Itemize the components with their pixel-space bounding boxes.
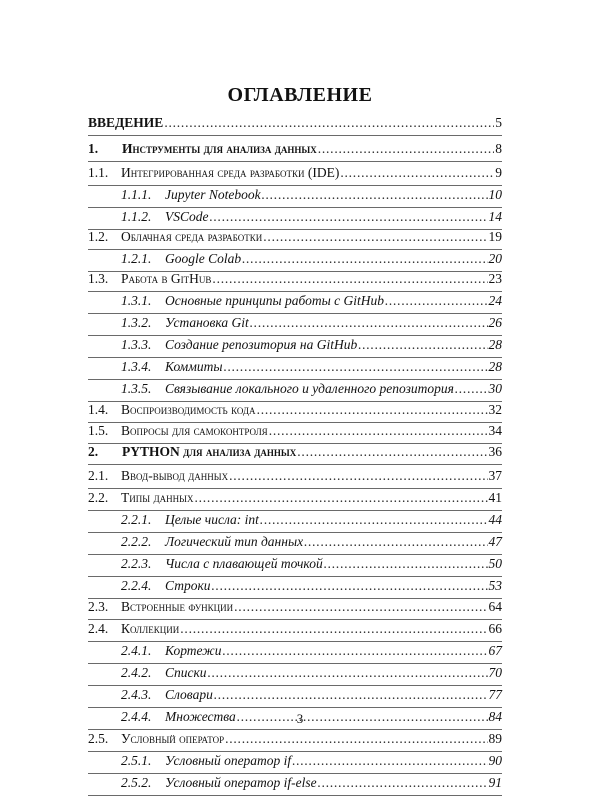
toc-number: 1.2.	[88, 229, 109, 244]
toc-page: 66	[488, 621, 502, 636]
toc-page: 10	[488, 187, 502, 202]
toc-number: 1.1.1.	[121, 187, 152, 202]
toc-leader	[212, 578, 488, 594]
toc-entry	[165, 315, 502, 331]
toc-page: 84	[488, 709, 502, 724]
toc-entry	[165, 753, 502, 769]
toc-number: 2.	[88, 444, 99, 459]
toc-row[interactable]	[88, 357, 502, 380]
toc-page: 28	[488, 359, 502, 374]
toc-page: 8	[495, 141, 502, 156]
toc-leader	[164, 115, 494, 131]
toc-page: 47	[488, 534, 502, 549]
page-title: ОГЛАВЛЕНИЕ	[227, 84, 373, 106]
toc-leader	[208, 665, 488, 681]
toc-title: Кортежи	[165, 643, 222, 658]
toc-number: 2.4.3.	[121, 687, 152, 702]
toc-title: ВВЕДЕНИЕ	[88, 115, 164, 130]
toc-page: 89	[488, 731, 502, 746]
toc-leader	[318, 775, 488, 791]
toc-page: 30	[488, 381, 502, 396]
toc-entry	[121, 621, 502, 637]
toc-leader	[340, 165, 494, 181]
toc-page: 5	[495, 115, 502, 130]
toc-title: Интегрированная среда разработки (IDE)	[121, 165, 340, 180]
toc-number: 2.5.	[88, 731, 109, 746]
toc-entry	[121, 468, 502, 484]
toc-entry	[122, 444, 502, 460]
toc-leader	[385, 293, 488, 309]
toc-title: Основные принципы работы с GitHub	[165, 293, 384, 308]
toc-entry	[121, 402, 502, 418]
toc-number: 1.3.1.	[121, 293, 152, 308]
toc-title: Условный оператор	[121, 731, 225, 746]
toc-row[interactable]	[88, 335, 502, 358]
toc-page: 36	[488, 444, 502, 459]
toc-page: 24	[488, 293, 502, 308]
toc-row[interactable]	[88, 663, 502, 686]
toc-number: 2.2.1.	[121, 512, 152, 527]
toc-number: 1.4.	[88, 402, 109, 417]
toc-leader	[212, 271, 487, 287]
toc-leader	[263, 229, 487, 245]
toc-number: 2.1.	[88, 468, 109, 483]
toc-entry	[165, 775, 502, 791]
toc-row[interactable]	[88, 113, 502, 136]
toc-leader	[292, 753, 487, 769]
toc-leader	[214, 687, 488, 703]
toc-page: 19	[488, 229, 502, 244]
toc-title: Множества	[165, 709, 236, 724]
toc-title: Числа с плавающей точкой	[165, 556, 323, 571]
toc-number: 2.5.1.	[121, 753, 152, 768]
toc-title: VSCode	[165, 209, 209, 224]
toc-page: 67	[488, 643, 502, 658]
toc-leader	[257, 402, 488, 418]
toc-title: Связывание локального и удаленного репозитория	[165, 381, 454, 396]
toc-row[interactable]	[88, 313, 502, 336]
toc-number: 2.4.	[88, 621, 109, 636]
toc-page: 44	[488, 512, 502, 527]
toc-row[interactable]	[88, 291, 502, 314]
toc-leader	[210, 209, 488, 225]
toc-page: 41	[488, 490, 502, 505]
toc-title: Списки	[165, 665, 207, 680]
toc-number: 2.5.2.	[121, 775, 152, 790]
toc-row[interactable]	[88, 227, 502, 250]
toc-number: 2.3.	[88, 599, 109, 614]
toc-entry	[121, 599, 502, 615]
toc-entry	[121, 271, 502, 287]
toc-page: 91	[488, 775, 502, 790]
toc-entry	[165, 578, 502, 594]
toc-leader	[229, 468, 487, 484]
toc-page: 23	[488, 271, 502, 286]
toc-entry	[165, 293, 502, 309]
toc-entry	[121, 731, 502, 747]
toc-title: Инструменты для анализа данных	[122, 141, 317, 156]
toc-title: Ввод-вывод данных	[121, 468, 229, 483]
toc-page: 34	[488, 423, 502, 438]
toc-row[interactable]	[88, 576, 502, 599]
toc-entry	[121, 490, 502, 506]
toc-page: 20	[488, 251, 502, 266]
toc-number: 1.	[88, 141, 99, 156]
toc-leader	[194, 490, 487, 506]
toc-page: 50	[488, 556, 502, 571]
toc-number: 1.3.4.	[121, 359, 152, 374]
toc-leader	[180, 621, 487, 637]
toc-number: 1.3.	[88, 271, 109, 286]
toc-row[interactable]	[88, 379, 502, 402]
toc-entry	[121, 165, 502, 181]
toc-row[interactable]	[88, 685, 502, 708]
toc-entry	[165, 643, 502, 659]
toc-row[interactable]	[88, 185, 502, 208]
toc-number: 1.1.2.	[121, 209, 152, 224]
toc-entry	[165, 687, 502, 703]
toc-entry	[165, 665, 502, 681]
toc-entry	[121, 229, 502, 245]
toc-row[interactable]	[88, 269, 502, 292]
toc-row[interactable]	[88, 400, 502, 423]
toc-entry	[165, 337, 502, 353]
page-number: 3	[296, 711, 304, 726]
toc-leader	[358, 337, 487, 353]
toc-row[interactable]	[88, 163, 502, 186]
toc-title: Условный оператор if-else	[165, 775, 317, 790]
toc-entry	[165, 534, 502, 550]
toc-title: Jupyter Notebook	[165, 187, 261, 202]
toc-leader	[324, 556, 488, 572]
toc-entry	[165, 381, 502, 397]
toc-row[interactable]	[88, 466, 502, 489]
toc-number: 1.3.5.	[121, 381, 152, 396]
toc-title: Работа в GitHub	[121, 271, 212, 286]
toc-entry	[165, 187, 502, 203]
toc-leader	[250, 315, 488, 331]
toc-page: 70	[488, 665, 502, 680]
toc-row[interactable]	[88, 619, 502, 642]
toc-number: 2.2.3.	[121, 556, 152, 571]
toc-title: Коммиты	[165, 359, 223, 374]
toc-leader	[269, 423, 488, 439]
toc-number: 1.5.	[88, 423, 109, 438]
toc-entry	[165, 209, 502, 225]
toc-number: 2.4.2.	[121, 665, 152, 680]
toc-page: 14	[488, 209, 502, 224]
toc-entry	[165, 251, 502, 267]
toc-page: 90	[488, 753, 502, 768]
toc-page: 26	[488, 315, 502, 330]
toc-title: Целые числа: int	[165, 512, 259, 527]
toc-title: Воспроизводимость кода	[121, 402, 256, 417]
toc-row[interactable]	[88, 442, 502, 465]
toc-entry	[165, 556, 502, 572]
toc-row[interactable]	[88, 532, 502, 555]
toc-leader	[260, 512, 488, 528]
toc-title: Встроенные функции	[121, 599, 234, 614]
toc-page: 28	[488, 337, 502, 352]
toc-entry	[121, 423, 502, 439]
toc-number: 1.3.2.	[121, 315, 152, 330]
toc-title: Облачная среда разработки	[121, 229, 263, 244]
toc-page: 32	[488, 402, 502, 417]
toc-entry	[122, 141, 502, 157]
toc-row[interactable]	[88, 510, 502, 533]
toc-leader	[262, 187, 488, 203]
toc-row[interactable]	[88, 488, 502, 511]
toc-leader	[234, 599, 487, 615]
toc-leader	[304, 534, 487, 550]
toc-leader	[318, 141, 495, 157]
toc-entry	[88, 115, 502, 131]
toc-number: 2.2.2.	[121, 534, 152, 549]
toc-number: 1.1.	[88, 165, 109, 180]
toc-entry	[165, 512, 502, 528]
toc-leader	[242, 251, 487, 267]
toc-row[interactable]	[88, 773, 502, 796]
toc-title: Логический тип данных	[165, 534, 304, 549]
toc-leader	[297, 444, 487, 460]
toc-row[interactable]	[88, 751, 502, 774]
toc-page: 9	[495, 165, 502, 180]
toc-title: Словари	[165, 687, 213, 702]
toc-row[interactable]	[88, 641, 502, 664]
toc-number: 2.4.4.	[121, 709, 152, 724]
toc-number: 2.2.4.	[121, 578, 152, 593]
toc-page: 77	[488, 687, 502, 702]
toc-title: Строки	[165, 578, 211, 593]
toc-row[interactable]	[88, 597, 502, 620]
toc-row[interactable]	[88, 139, 502, 162]
toc-page: 64	[488, 599, 502, 614]
toc-title: Коллекции	[121, 621, 180, 636]
toc-number: 1.3.3.	[121, 337, 152, 352]
toc-leader	[223, 643, 488, 659]
toc-entry	[165, 359, 502, 375]
toc-row[interactable]	[88, 729, 502, 752]
toc-title: Условный оператор if	[165, 753, 292, 768]
toc-leader	[224, 359, 488, 375]
toc-page: 53	[488, 578, 502, 593]
toc-title: Типы данных	[121, 490, 194, 505]
toc-number: 2.2.	[88, 490, 109, 505]
toc-title: Установка Git	[165, 315, 249, 330]
toc-title: PYTHON для анализа данных	[122, 444, 297, 459]
toc-leader	[225, 731, 487, 747]
toc-leader	[455, 381, 488, 397]
toc-number: 2.4.1.	[121, 643, 152, 658]
toc-number: 1.2.1.	[121, 251, 152, 266]
toc-row[interactable]	[88, 421, 502, 444]
toc-title: Создание репозитория на GitHub	[165, 337, 358, 352]
toc-row[interactable]	[88, 554, 502, 577]
toc-title: Google Colab	[165, 251, 242, 266]
toc-title: Вопросы для самоконтроля	[121, 423, 268, 438]
toc-page: 37	[488, 468, 502, 483]
